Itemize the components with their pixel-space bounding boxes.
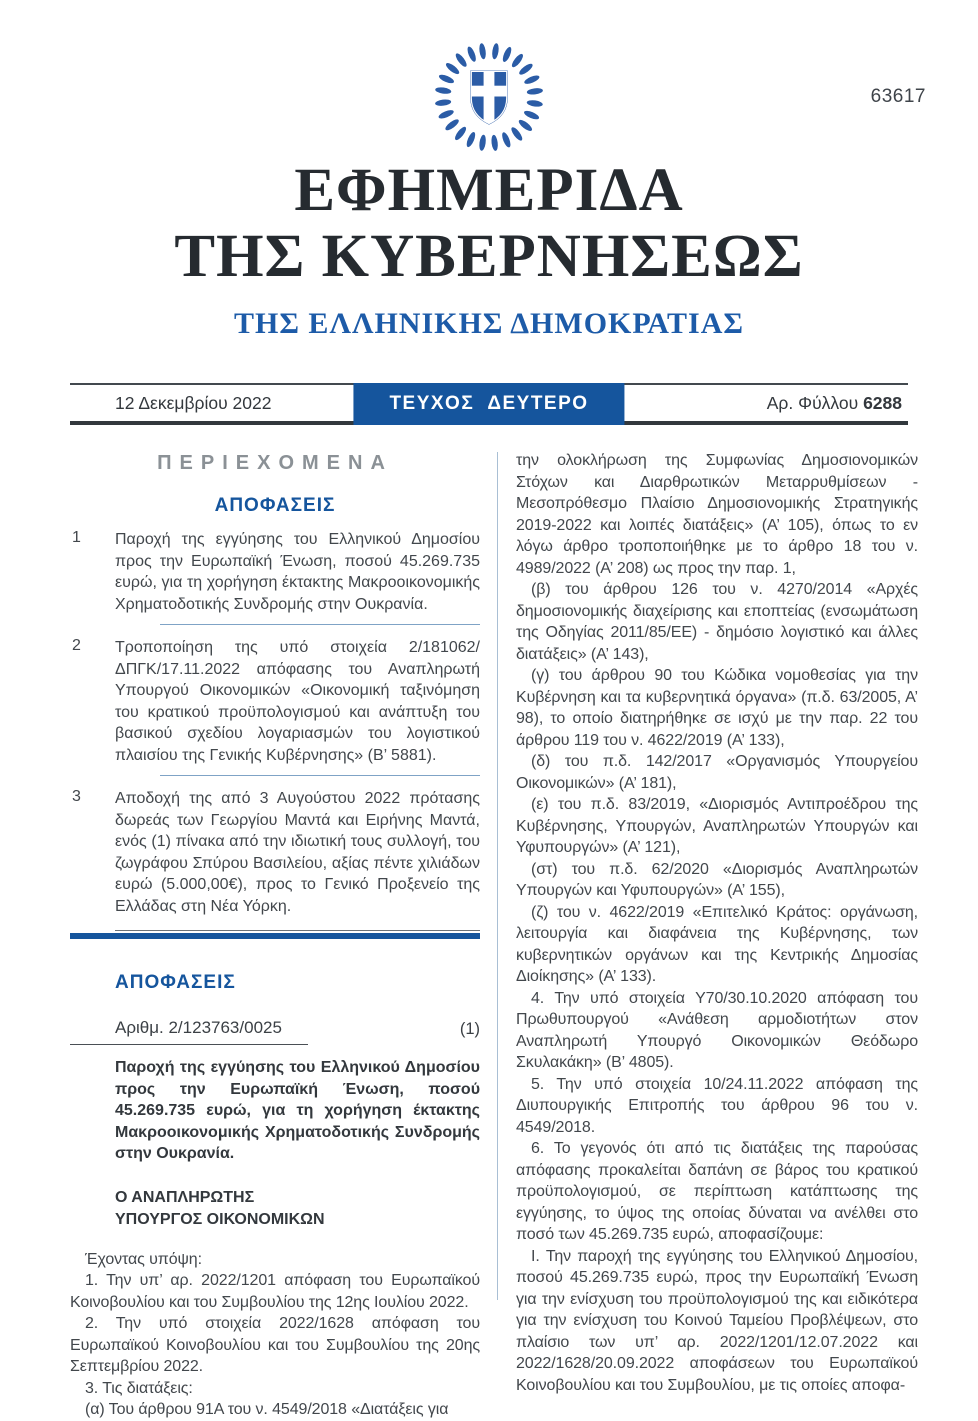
left-column <box>70 448 480 1418</box>
issue-number-label: Αρ. Φύλλου <box>766 392 859 413</box>
contents-item-text: Παροχή της εγγύησης του Ελληνικού Δημοσίου προς την Ευρωπαϊκή Ένωση, ποσού 45.269.735 ευρώ, για τη χορήγηση έκτακτης Μακροοικονομικής Χρηματοδοτικής Συνδρομής στην Ουκρανία. <box>115 531 480 613</box>
contents-item <box>70 637 480 776</box>
page-number: 63617 <box>870 86 926 107</box>
decision-title: Παροχή της εγγύησης του Ελληνικού Δημοσίου προς την Ευρωπαϊκή Ένωση, ποσού 45.269.735 ευρώ, για τη χορήγηση έκτακτης Μακροοικονομικής Χρηματοδοτικής Συνδρομής στην Ουκρανία. <box>115 1059 480 1162</box>
paragraph: (α) Του άρθρου 91Α του ν. 4549/2018 «Διατάξεις για <box>85 1401 449 1418</box>
issue-number-value: 6288 <box>863 392 902 413</box>
masthead-subtitle: ΤΗΣ ΕΛΛΗΝΙΚΗΣ ΔΗΜΟΚΡΑΤΙΑΣ <box>233 307 745 340</box>
contents-item <box>70 529 480 625</box>
contents-title: ΠΕΡΙΕΧΟΜΕΝΑ <box>157 452 393 474</box>
contents-end-rule-thin <box>115 930 480 931</box>
right-column-paragraphs <box>516 450 918 1396</box>
paragraph: (β) του άρθρου 126 του ν. 4270/2014 «Αρχές δημοσιονομικής διαχείρισης και εποπτείας (ενσωμάτωση της Οδηγίας 2011/85/ΕΕ) - δημόσιο λογιστικό και άλλες διατάξεις» (Α’ 143), <box>516 581 918 663</box>
paragraph: 6. Το γεγονός ότι από τις διατάξεις της παρούσας απόφασης προκαλείται δαπάνη σε βάρος του κρατικού προϋπολογισμού, σε περίπτωση κατάπτωσης της εγγύησης, το ύψος της οποίας δύναται να ανέλθει στο ποσό των 45.269.735 ευρώ, αποφασίζουμε: <box>516 1140 918 1243</box>
contents-item-number: 2 <box>72 637 81 654</box>
column-divider <box>497 452 498 1300</box>
page-body <box>70 448 918 1418</box>
contents-end-rule <box>70 930 480 939</box>
paragraph: 5. Την υπό στοιχεία 10/24.11.2022 απόφαση της Διυπουργικής Επιτροπής του άρθρου 96 του ν. 4549/2018. <box>516 1075 918 1136</box>
paragraph: 1. Την υπ’ αρ. 2022/1201 απόφαση του Ευρωπαϊκού Κοινοβουλίου και του Συμβουλίου της 12ης Ιουλίου 2022. <box>70 1272 480 1311</box>
paragraph: 2. Την υπό στοιχεία 2022/1628 απόφαση του Ευρωπαϊκού Κοινοβουλίου και του Συμβουλίου της 20ης Σεπτεμβρίου 2022. <box>70 1315 480 1375</box>
paragraph: I. Την παροχή της εγγύησης του Ελληνικού Δημοσίου, ποσού 45.269.735 ευρώ, προς την Ευρωπαϊκή Ένωση για την ενίσχυση του προϋπολογισμού της και ειδικότερα για την ενίσχυση του Κοινού Ταμείου Προβλέψεων, στο πλαίσιο των υπ’ αρ. 2022/1201/12.07.2022 και 2022/1628/20.09.2022 αποφάσεων του Ευρωπαϊκού Κοινοβουλίου και του Συμβουλίου, με τις οποίες αποφα- <box>516 1247 918 1394</box>
masthead-title-line2: ΤΗΣ ΚΥΒΕΡΝΗΣΕΩΣ <box>174 223 804 290</box>
decision-authority-line2: ΥΠΟΥΡΓΟΣ ΟΙΚΟΝΟΜΙΚΩΝ <box>115 1210 325 1228</box>
greek-coat-of-arms-icon <box>430 38 548 156</box>
contents-item-divider <box>160 624 480 625</box>
contents-item <box>70 788 480 917</box>
paragraph: (στ) του π.δ. 62/2020 «Διορισμός Αναπληρωτών Υπουργών και Υφυπουργών» (Α’ 155), <box>516 860 918 899</box>
paragraph: (ζ) του ν. 4622/2019 «Επιτελικό Κράτος: οργάνωση, λειτουργία και διαφάνεια της Κυβέρνησης, των κυβερνητικών οργάνων και της Κεντρικής Δημοσίας Διοίκησης» (Α’ 133). <box>516 903 918 985</box>
decision-authority-line1: Ο ΑΝΑΠΛΗΡΩΤΗΣ <box>115 1188 255 1206</box>
contents-item-number: 1 <box>72 529 81 546</box>
contents-item-number: 3 <box>72 788 81 805</box>
contents-item-divider <box>160 775 480 776</box>
decision-authority <box>70 1187 480 1231</box>
decision-number: Αριθμ. 2/123763/0025 <box>70 1018 308 1045</box>
paragraph: Έχοντας υπόψη: <box>85 1250 202 1268</box>
masthead-title-line1: ΕΦΗΜΕΡΙΔΑ <box>294 157 684 224</box>
contents-end-rule-thick <box>70 933 480 939</box>
paragraph: την ολοκλήρωση της Συμφωνίας Δημοσιονομικών Στόχων και Διαρθρωτικών Μεταρρυθμίσεων - Μεσοπρόθεσμο Πλαίσιο Δημοσιονομικής Στρατηγικής 2019-2022 και λοιπές διατάξεις» (Α’ 105), όπως το εν λόγω άρθρο τροποποιήθηκε με το άρθρο 18 του ν. 4989/2022 (Α’ 208) ως προς την παρ. 1, <box>516 452 918 577</box>
masthead <box>0 158 978 341</box>
decision-ref: (1) <box>459 1020 480 1038</box>
right-column <box>516 448 918 1394</box>
paragraph: 4. Την υπό στοιχεία Υ70/30.10.2020 απόφαση του Πρωθυπουργού «Ανάθεση αρμοδιοτήτων στον Αναπληρωτή Υπουργό Οικονομικών Θεόδωρο Σκυλακάκη» (Β’ 4805). <box>516 989 918 1071</box>
issue-header-bar <box>70 383 908 425</box>
decisions-section-heading: ΑΠΟΦΑΣΕΙΣ <box>115 972 236 993</box>
contents-section-heading: ΑΠΟΦΑΣΕΙΣ <box>214 495 336 516</box>
issue-type-badge: ΤΕΥΧΟΣ ΔΕΥΤΕΡΟ <box>353 383 624 425</box>
issue-date: 12 Δεκεμβρίου 2022 <box>115 392 272 413</box>
left-column-paragraphs <box>70 1249 480 1421</box>
contents-list <box>70 529 480 917</box>
paragraph: (δ) του π.δ. 142/2017 «Οργανισμός Υπουργείου Οικονομικών» (Α’ 181), <box>516 753 918 792</box>
contents-item-text: Τροποποίηση της υπό στοιχεία 2/181062/ΔΠΓΚ/17.11.2022 απόφασης του Αναπληρωτή Υπουργού Οικονομικών «Οικονομική ταξινόμηση του κρατικού προϋπολογισμού και ανάπτυξη του βασικού σχεδίου λογαριασμών του λογιστικού πλαισίου της Γενικής Κυβέρνησης» (Β’ 5881). <box>115 639 480 764</box>
paragraph: 3. Τις διατάξεις: <box>85 1379 193 1397</box>
paragraph: (γ) του άρθρου 90 του Κώδικα νομοθεσίας για την Κυβέρνηση και τα κυβερνητικά όργανα» (π.δ. 63/2005, Α’ 98), το οποίο διατηρήθηκε σε ισχύ με την παρ. 22 του άρθρου 119 του ν. 4622/2019 (Α’ 133), <box>516 667 918 749</box>
contents-item-text: Αποδοχή της από 3 Αυγούστου 2022 πρότασης δωρεάς των Γεωργίου Μαντά και Ειρήνης Μαντά, ενός (1) πίνακα από την ιδιωτική τους συλλογή, του ζωγράφου Σπύρου Βασιλείου, αξίας πέντε χιλιάδων ευρώ (5.000,00€), προς το Γενικό Προξενείο της Ελλάδας στη Νέα Υόρκη. <box>115 790 480 915</box>
decision-number-row <box>70 1018 480 1045</box>
paragraph: (ε) του π.δ. 83/2019, «Διορισμός Αντιπροέδρου της Κυβέρνησης, Υπουργών, Αναπληρωτών Υπουργών και Υφυπουργών» (Α’ 121), <box>516 796 918 856</box>
issue-number <box>767 393 908 414</box>
